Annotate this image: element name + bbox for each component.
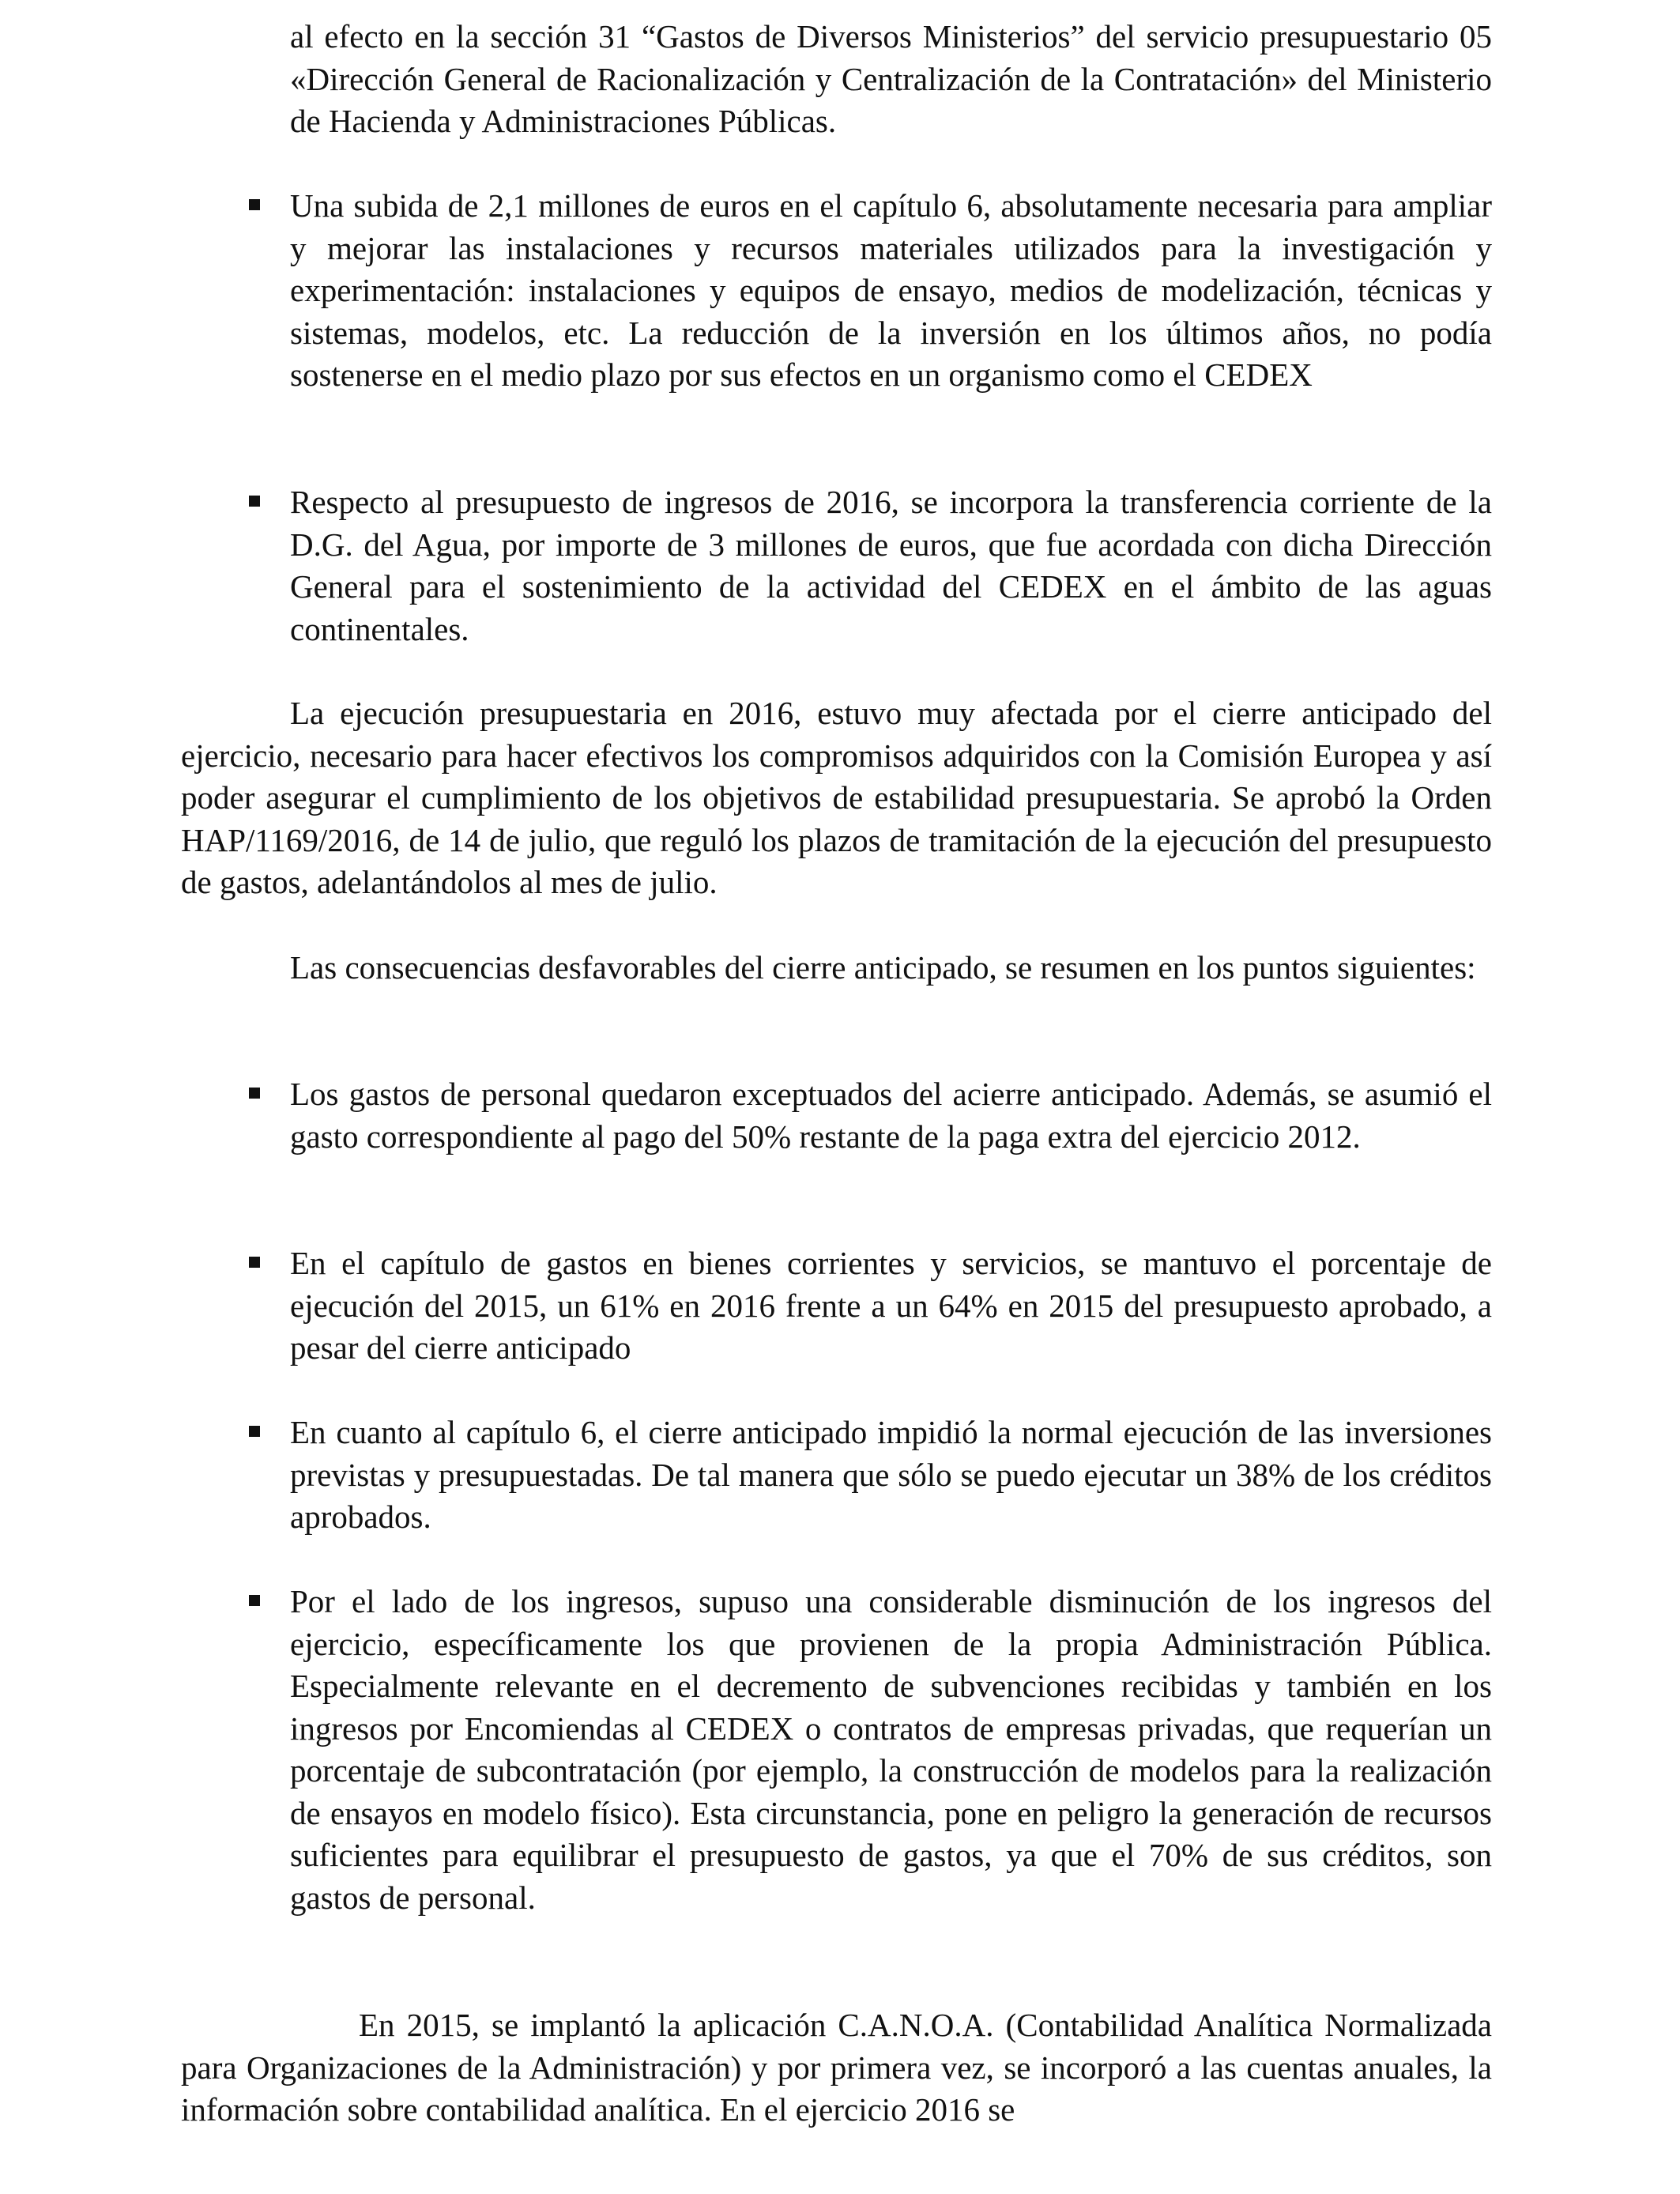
list-item — [290, 1412, 1492, 1539]
paragraph-budget-execution: La ejecución presupuestaria en 2016, estuvo muy afectada por el cierre anticipado del ejercicio, necesario para hacer efectivos los compromisos adquiridos con la Comisión Europea y así poder asegurar el cumplimiento de los objetivos de estabilidad presupuestaria. Se aprobó la Orden HAP/1169/2016, de 14 de julio, que reguló los plazos de tramitación de la ejecución del presupuesto de gastos, adelantándolos al mes de julio. — [181, 695, 1492, 900]
bullet-square-icon — [249, 199, 260, 210]
bullet-square-icon — [249, 1257, 260, 1268]
paragraph-canoa: En 2015, se implantó la aplicación C.A.N.O.A. (Contabilidad Analítica Normalizada para Organizaciones de la Administración) y por primera vez, se incorporó a las cuentas anuales, la información sobre contabilidad analítica. En el ejercicio 2016 se — [181, 2007, 1492, 2128]
paragraph-consequences: Las consecuencias desfavorables del cierre anticipado, se resumen en los puntos siguientes: — [290, 949, 1476, 986]
bullet-square-icon — [249, 1088, 260, 1099]
list-item — [290, 1242, 1492, 1370]
bullet-text: Respecto al presupuesto de ingresos de 2016, se incorpora la transferencia corriente de la D.G. del Agua, por importe de 3 millones de euros, que fue acordada con dicha Dirección General para el sostenimiento de la actividad del CEDEX en el ámbito de las aguas continentales. — [290, 484, 1492, 647]
list-item — [290, 1073, 1492, 1158]
bullet-text: Por el lado de los ingresos, supuso una considerable disminución de los ingresos del ejercicio, específicamente los que provienen de la propia Administración Pública. Especialmente relevante en el decremento de subvenciones recibidas y también en los ingresos por Encomiendas al CEDEX o contratos de empresas privadas, que requerían un porcentaje de subcontratación (por ejemplo, la construcción de modelos para la realización de ensayos en modelo físico). Esta circunstancia, pone en peligro la generación de recursos suficientes para equilibrar el presupuesto de gastos, ya que el 70% de sus créditos, son gastos de personal. — [290, 1583, 1492, 1916]
bullet-text: En el capítulo de gastos en bienes corrientes y servicios, se mantuvo el porcentaje de ejecución del 2015, un 61% en 2016 frente a un 64% en 2015 del presupuesto aprobado, a pesar del cierre anticipado — [290, 1245, 1492, 1366]
bullet-square-icon — [249, 496, 260, 507]
bullet-square-icon — [249, 1426, 260, 1437]
bullet-text: Los gastos de personal quedaron exceptuados del acierre anticipado. Además, se asumió el gasto correspondiente al pago del 50% restante de la paga extra del ejercicio 2012. — [290, 1076, 1492, 1155]
bullet-square-icon — [249, 1595, 260, 1606]
bullet-text: Una subida de 2,1 millones de euros en el capítulo 6, absolutamente necesaria para ampliar y mejorar las instalaciones y recursos materiales utilizados para la investigación y experimentación: instalaciones y equipos de ensayo, medios de modelización, técnicas y sistemas, modelos, etc. La reducción de la inversión en los últimos años, no podía sostenerse en el medio plazo por sus efectos en un organismo como el CEDEX — [290, 187, 1492, 393]
continuation-paragraph: al efecto en la sección 31 “Gastos de Diversos Ministerios” del servicio presupuestario 05 «Dirección General de Racionalización y Centralización de la Contratación» del Ministerio de Hacienda y Administraciones Públicas. — [290, 18, 1492, 139]
list-item — [290, 185, 1492, 397]
bullet-text: En cuanto al capítulo 6, el cierre anticipado impidió la normal ejecución de las inversiones previstas y presupuestadas. De tal manera que sólo se puedo ejecutar un 38% de los créditos aprobados. — [290, 1414, 1492, 1535]
list-item — [290, 481, 1492, 650]
list-item — [290, 1581, 1492, 1919]
